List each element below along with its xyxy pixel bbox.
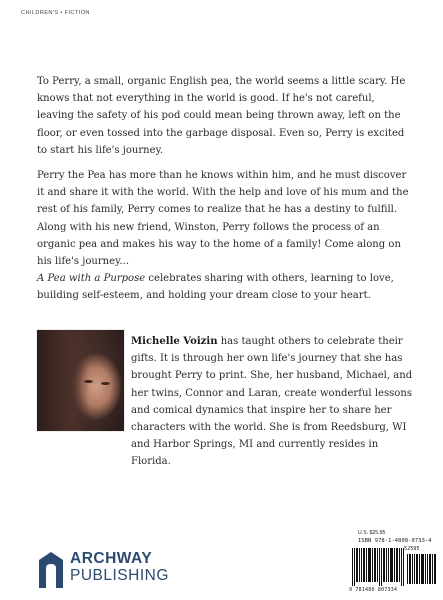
author-name: Michelle Voizin [131,336,218,347]
author-photo [37,330,124,431]
synopsis-paragraph-1: To Perry, a small, organic English pea, the world seems a little scary. He knows that not everything in the world is good. If he's not careful, leaving the safety of his pod could mean being thrown away, left on the floor, or even tossed into the garbage disposal. Even so, Perry is excited to start his life's journey. [37,76,406,156]
author-photo-hair [37,330,89,431]
publisher-name-line2: PUBLISHING [70,567,169,584]
synopsis-paragraph-2: Perry the Pea has more than he knows within him, and he must discover it and share it with the world. With the help and love of his mum and the rest of his family, Perry comes to realize that he has a destiny to fulfill. Along with his new friend, Winston, Perry follows the process of an organic pea and makes his way to the home of a family! Come along on his life's journey... [37,170,409,268]
price-label: U.S. $25.95 [358,530,386,536]
book-title: A Pea with a Purpose [37,273,146,284]
barcode-digits: 9 781480 807334 [349,587,398,593]
synopsis-paragraph-3-text: celebrates sharing with others, learning to love, building self-esteem, and holding your dream close to your heart. [37,273,394,302]
author-bio [131,333,421,471]
archway-logo-icon [37,550,65,588]
synopsis-paragraph-3 [37,270,409,304]
isbn-barcode [352,548,438,586]
publisher-logo-text [70,550,169,584]
author-photo-eye-right [101,382,110,385]
author-bio-text: has taught others to celebrate their gifts. It is through her own life's journey that she has brought Perry to print. She, her husband, Michael, and her twins, Connor and Laran, create wonderful lessons and comical dynamics that inspire her to share her characters with the world. She is from Reedsburg, WI and Harbor Springs, MI and currently resides in Florida. [131,336,413,468]
barcode-addon-number: 52595 [404,546,420,552]
category-label: CHILDREN'S • FICTION [21,10,90,16]
author-photo-eye-left [84,380,93,383]
isbn-label: ISBN 978-1-4808-0733-4 [358,538,432,544]
publisher-name-line1: ARCHWAY [70,550,153,567]
